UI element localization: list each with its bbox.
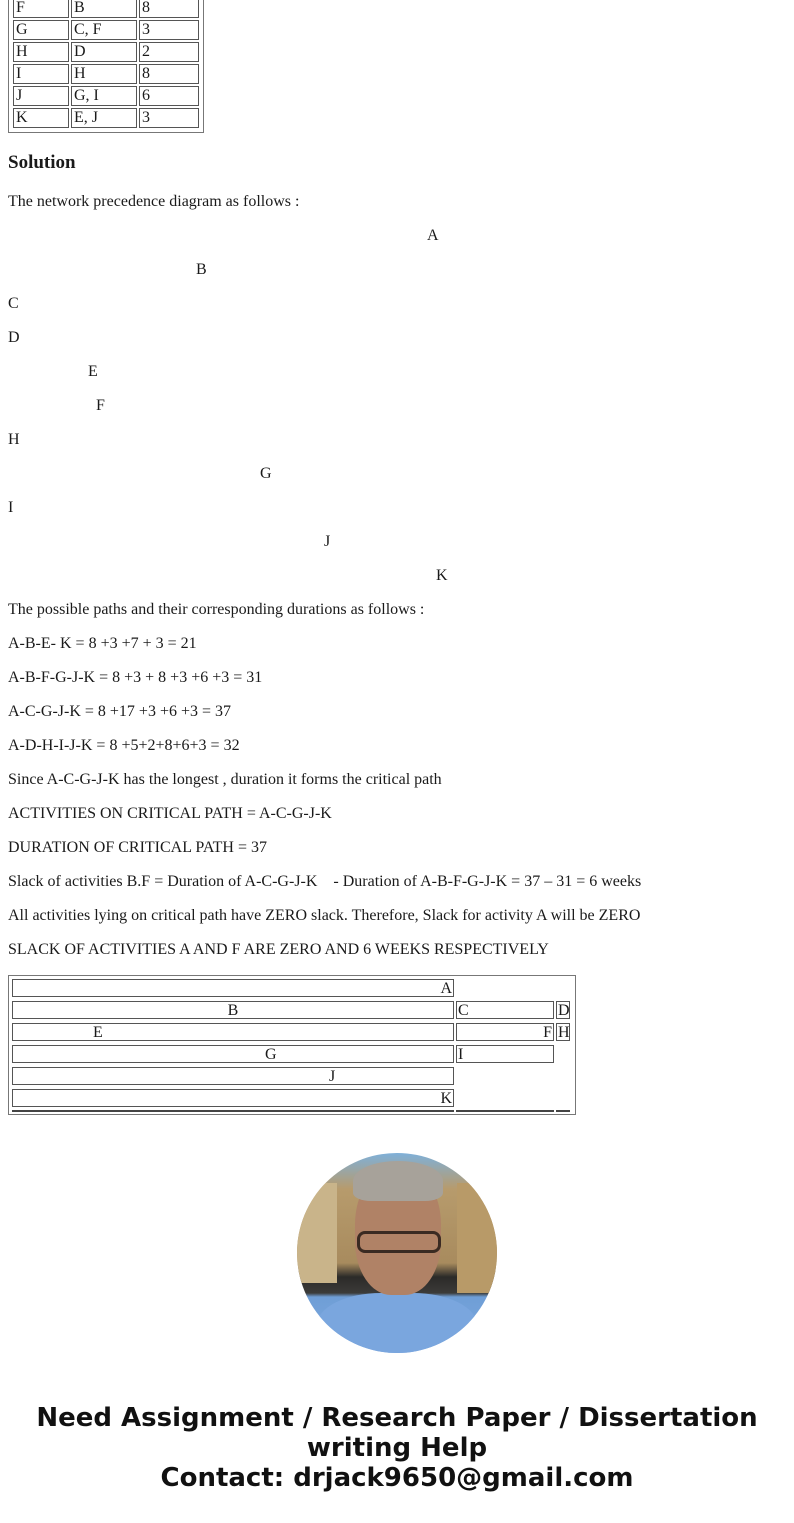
table-row <box>13 108 199 128</box>
diagram-box-table <box>8 975 576 1115</box>
box-cell-k: K <box>12 1089 454 1107</box>
predecessor-cell: D <box>71 42 137 62</box>
predecessor-cell: G, I <box>71 86 137 106</box>
critical-path-duration: DURATION OF CRITICAL PATH = 37 <box>8 839 267 856</box>
box-cell-b: B <box>12 1001 454 1019</box>
duration-cell: 2 <box>139 42 199 62</box>
paths-intro: The possible paths and their corresponding durations as follows : <box>8 601 425 618</box>
activity-cell: G <box>13 20 69 40</box>
diagram-node-c: C <box>8 295 19 312</box>
box-cell-c: C <box>456 1001 554 1019</box>
predecessor-cell: B <box>71 0 137 18</box>
promo-contact: Contact: drjack9650@gmail.com <box>160 1463 634 1493</box>
critical-slack-note: All activities lying on critical path have ZERO slack. Therefore, Slack for activity A will be ZERO <box>8 907 641 924</box>
slack-answer: SLACK OF ACTIVITIES A AND F ARE ZERO AND 6 WEEKS RESPECTIVELY <box>8 941 549 958</box>
path-line: A-B-F-G-J-K = 8 +3 + 8 +3 +6 +3 = 31 <box>8 669 263 686</box>
duration-cell: 3 <box>139 20 199 40</box>
path-line: A-D-H-I-J-K = 8 +5+2+8+6+3 = 32 <box>8 737 240 754</box>
slack-calculation: Slack of activities B.F = Duration of A-C-G-J-K - Duration of A-B-F-G-J-K = 37 – 31 = 6 weeks <box>8 873 642 890</box>
table-row <box>13 64 199 84</box>
box-cell-g: G <box>12 1045 454 1063</box>
bottom-rule <box>556 1110 570 1112</box>
diagram-node-a: A <box>427 227 439 244</box>
diagram-node-b: B <box>196 261 207 278</box>
activity-cell: J <box>13 86 69 106</box>
critical-path-activities: ACTIVITIES ON CRITICAL PATH = A-C-G-J-K <box>8 805 332 822</box>
diagram-node-e: E <box>88 363 98 380</box>
activity-cell: H <box>13 42 69 62</box>
diagram-node-j: J <box>324 533 331 550</box>
author-avatar <box>297 1153 497 1353</box>
duration-cell: 6 <box>139 86 199 106</box>
box-cell-a: A <box>12 979 454 997</box>
solution-heading: Solution <box>8 152 76 173</box>
path-line: A-B-E- K = 8 +3 +7 + 3 = 21 <box>8 635 197 652</box>
box-cell-i: I <box>456 1045 554 1063</box>
diagram-intro: The network precedence diagram as follows : <box>8 193 300 210</box>
box-cell-f: F <box>456 1023 554 1041</box>
duration-cell: 8 <box>139 0 199 18</box>
box-cell-e: E <box>12 1023 454 1041</box>
diagram-node-d: D <box>8 329 20 346</box>
glasses-icon <box>357 1231 441 1253</box>
diagram-node-i: I <box>8 499 14 516</box>
bottom-rule <box>456 1110 554 1112</box>
activity-cell: K <box>13 108 69 128</box>
diagram-node-h: H <box>8 431 20 448</box>
promo-line-2: writing Help <box>306 1433 488 1463</box>
activity-table <box>8 0 204 133</box>
activity-cell: I <box>13 64 69 84</box>
predecessor-cell: C, F <box>71 20 137 40</box>
promo-footer <box>0 1403 794 1493</box>
box-cell-d: D <box>558 1002 570 1019</box>
box-cell-h: H <box>558 1024 570 1041</box>
table-row <box>13 20 199 40</box>
path-line: A-C-G-J-K = 8 +17 +3 +6 +3 = 37 <box>8 703 232 720</box>
critical-path-statement: Since A-C-G-J-K has the longest , duration it forms the critical path <box>8 771 442 788</box>
diagram-node-f: F <box>96 397 105 414</box>
diagram-node-g: G <box>260 465 272 482</box>
promo-line-1: Need Assignment / Research Paper / Dissertation <box>36 1403 758 1433</box>
diagram-node-k: K <box>436 567 448 584</box>
predecessor-cell: E, J <box>71 108 137 128</box>
table-row <box>13 0 199 18</box>
table-row <box>13 42 199 62</box>
activity-cell: F <box>13 0 69 18</box>
predecessor-cell: H <box>71 64 137 84</box>
table-row <box>13 86 199 106</box>
duration-cell: 8 <box>139 64 199 84</box>
box-cell-j: J <box>12 1067 454 1085</box>
bottom-rule <box>12 1110 454 1112</box>
duration-cell: 3 <box>139 108 199 128</box>
